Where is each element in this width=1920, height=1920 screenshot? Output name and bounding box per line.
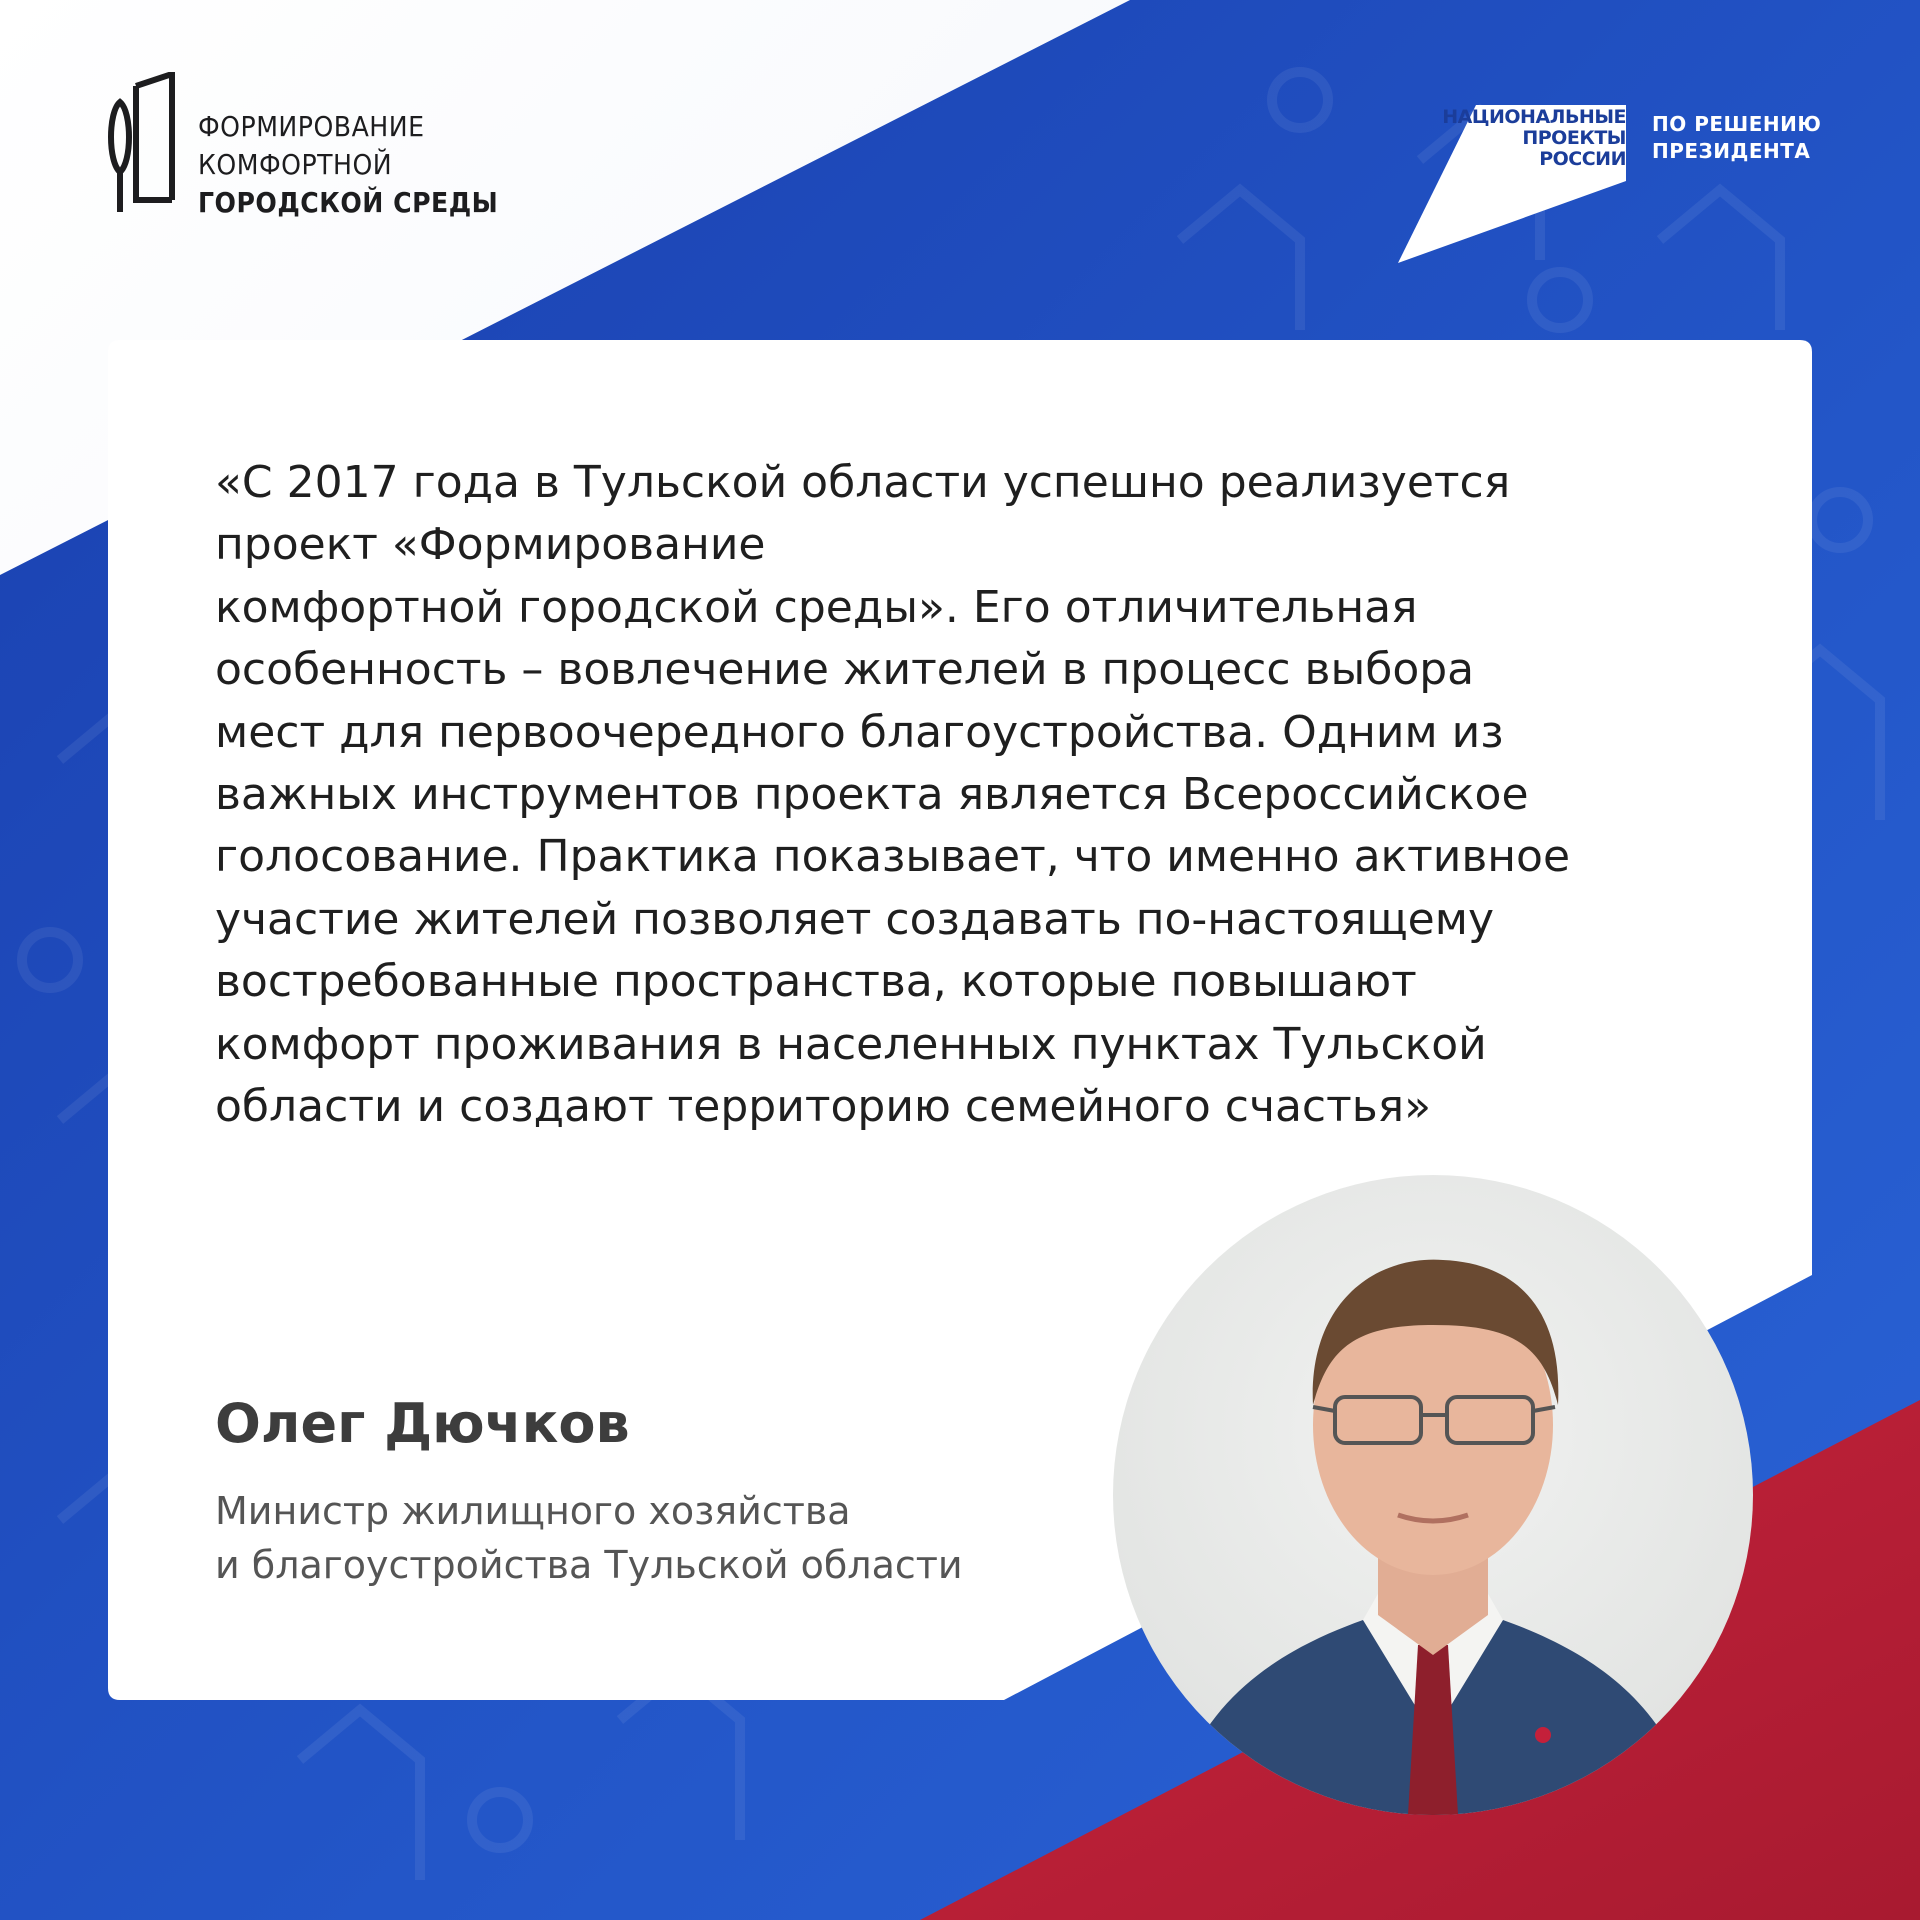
- brand-logo: [100, 72, 520, 222]
- national-projects-logo: [1398, 105, 1828, 265]
- quote-line: участие жителей позволяет создавать по-настоящему: [215, 893, 1494, 945]
- national-projects-line-3: РОССИИ: [1539, 148, 1626, 170]
- quote-text: [215, 452, 1675, 1138]
- brand-logo-icon: [100, 72, 190, 212]
- person-portrait: [1113, 1175, 1753, 1815]
- quote-line: «С 2017 года в Тульской области успешно реализуется: [215, 457, 1511, 508]
- quote-line: мест для первоочередного благоустройства. Одним из: [215, 706, 1504, 758]
- quote-line: голосование. Практика показывает, что именно активное: [215, 831, 1571, 883]
- person-role: [215, 1484, 963, 1592]
- person-role-line-2: и благоустройства Тульской области: [215, 1543, 963, 1587]
- decision-line-1: ПО РЕШЕНИЮ: [1652, 112, 1822, 136]
- quote-line: особенность – вовлечение жителей в процесс выбора: [215, 644, 1475, 696]
- quote-line: проект «Формирование: [215, 519, 766, 571]
- decision-line-2: ПРЕЗИДЕНТА: [1652, 139, 1811, 163]
- brand-line-3: ГОРОДСКОЙ СРЕДЫ: [198, 186, 499, 219]
- quote-line: области и создают территорию семейного счастья»: [215, 1081, 1432, 1133]
- national-projects-line-1: НАЦИОНАЛЬНЫЕ: [1442, 106, 1626, 128]
- person-name: Олег Дючков: [215, 1392, 630, 1455]
- national-projects-line-2: ПРОЕКТЫ: [1522, 127, 1626, 149]
- quote-line: важных инструментов проекта является Всероссийское: [215, 769, 1529, 821]
- brand-line-1: ФОРМИРОВАНИЕ: [198, 110, 425, 143]
- quote-line: комфорт проживания в населенных пунктах Тульской: [215, 1018, 1487, 1070]
- quote-line: востребованные пространства, которые повышают: [215, 956, 1417, 1008]
- brand-line-2: КОМФОРТНОЙ: [198, 148, 393, 181]
- person-role-line-1: Министр жилищного хозяйства: [215, 1489, 851, 1533]
- quote-line: комфортной городской среды». Его отличительная: [215, 581, 1418, 633]
